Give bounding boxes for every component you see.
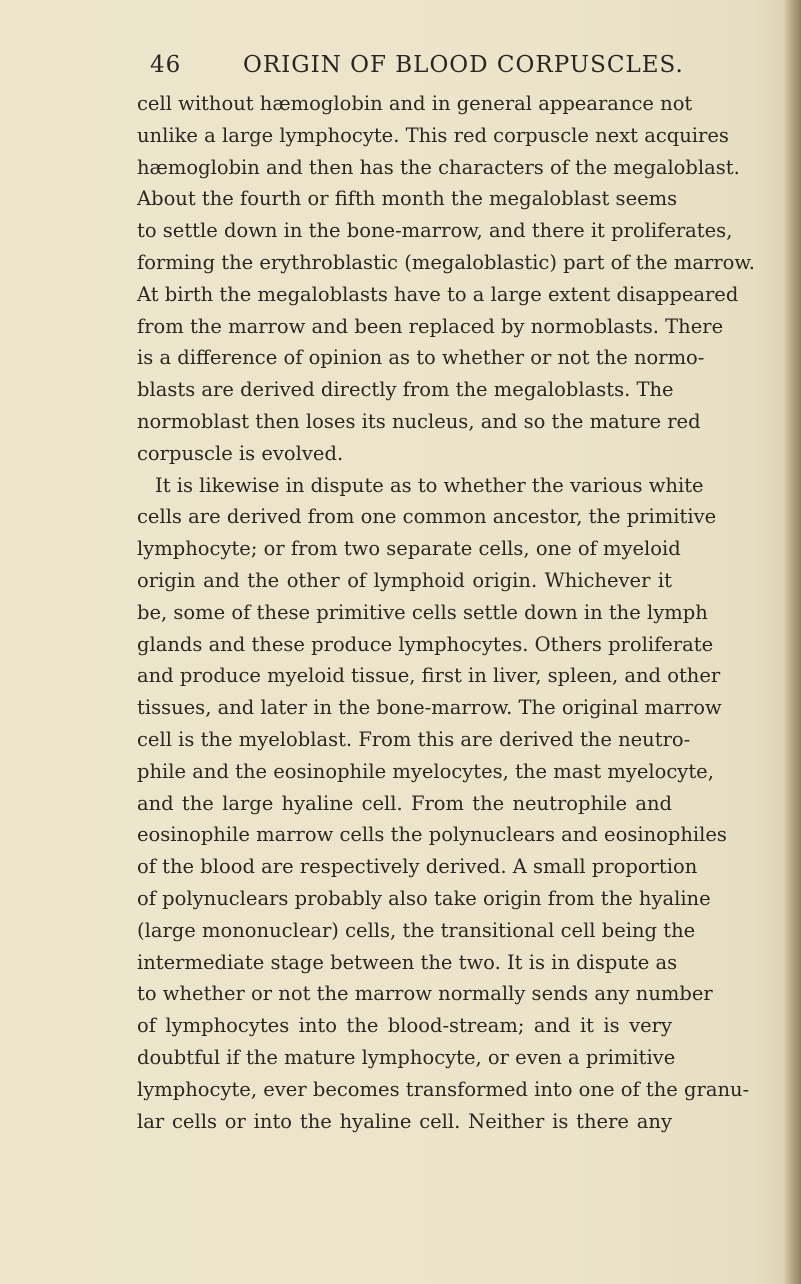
- text-line: be, some of these primitive cells settle down in the lymph: [137, 600, 708, 624]
- text-line: (large mononuclear) cells, the transitional cell being the: [137, 918, 696, 942]
- text-line: About the fourth or fifth month the megaloblast seems: [137, 187, 678, 211]
- text-line: At birth the megaloblasts have to a large extent disappeared: [137, 282, 739, 306]
- text-line: lar cells or into the hyaline cell. Neither is there any: [137, 1109, 672, 1133]
- text-line: is a difference of opinion as to whether or not the normo-: [137, 346, 705, 370]
- text-line: normoblast then loses its nucleus, and so the mature red: [137, 409, 701, 433]
- text-line: forming the erythroblastic (megaloblastic) part of the marrow.: [137, 250, 755, 274]
- text-line: phile and the eosinophile myelocytes, the mast myelocyte,: [137, 759, 714, 783]
- page-number: 46: [150, 52, 182, 78]
- text-line: and produce myeloid tissue, first in liver, spleen, and other: [137, 664, 721, 688]
- text-line: of the blood are respectively derived. A small proportion: [137, 855, 698, 879]
- text-line: corpuscle is evolved.: [137, 441, 344, 465]
- text-line: intermediate stage between the two. It is in dispute as: [137, 950, 678, 974]
- text-line: of lymphocytes into the blood-stream; and it is very: [137, 1014, 672, 1038]
- text-line: cell without hæmoglobin and in general appearance not: [137, 92, 693, 115]
- text-line: unlike a large lymphocyte. This red corpuscle next acquires: [137, 123, 729, 147]
- text-line: lymphocyte; or from two separate cells, one of myeloid: [137, 537, 681, 561]
- text-line: tissues, and later in the bone-marrow. The original marrow: [137, 696, 722, 720]
- text-line: doubtful if the mature lymphocyte, or even a primitive: [137, 1045, 676, 1069]
- text-line: from the marrow and been replaced by normoblasts. There: [137, 314, 724, 338]
- text-line: glands and these produce lymphocytes. Others proliferate: [137, 632, 714, 656]
- text-line: cell is the myeloblast. From this are derived the neutro-: [137, 727, 691, 751]
- text-line: hæmoglobin and then has the characters of the megaloblast.: [137, 155, 740, 179]
- text-line: of polynuclears probably also take origin from the hyaline: [137, 886, 711, 910]
- chapter-title: ORIGIN OF BLOOD CORPUSCLES.: [243, 52, 684, 78]
- text-line: lymphocyte, ever becomes transformed into one of the granu-: [137, 1077, 750, 1101]
- text-line: and the large hyaline cell. From the neutrophile and: [137, 791, 672, 815]
- body-text: [137, 88, 755, 1137]
- text-line: eosinophile marrow cells the polynuclears and eosinophiles: [137, 823, 727, 847]
- text-line: It is likewise in dispute as to whether the various white: [155, 473, 704, 497]
- text-line: cells are derived from one common ancestor, the primitive: [137, 505, 717, 529]
- text-line: to whether or not the marrow normally sends any number: [137, 982, 713, 1006]
- text-line: origin and the other of lymphoid origin. Whichever it: [137, 568, 672, 592]
- page-edge-shadow: [783, 0, 801, 1284]
- running-head: [0, 50, 801, 84]
- text-line: blasts are derived directly from the megaloblasts. The: [137, 378, 674, 402]
- text-line: to settle down in the bone-marrow, and there it proliferates,: [137, 219, 733, 243]
